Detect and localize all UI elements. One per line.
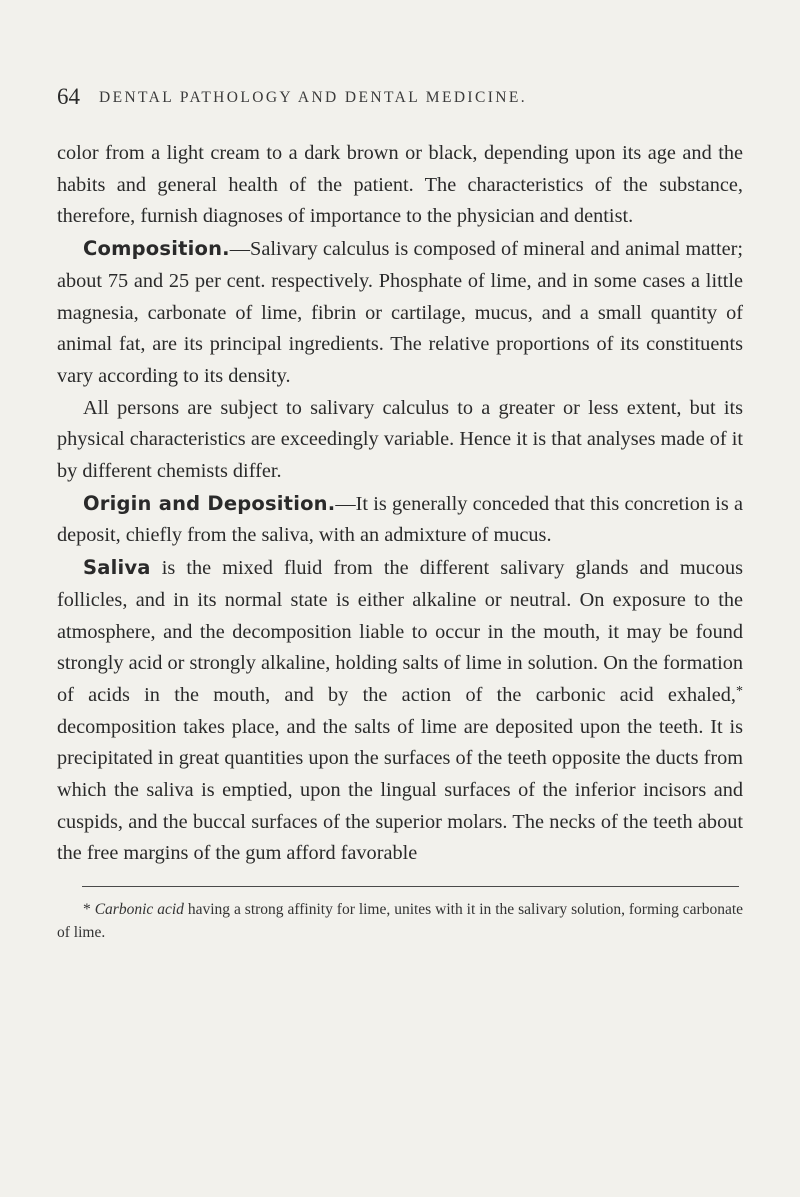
- paragraph-persons: [57, 393, 743, 488]
- paragraph-origin: [57, 488, 743, 552]
- footnote-text: having a strong affinity for lime, unites with it in the salivary solution, forming carbonate of lime.: [57, 901, 744, 941]
- footnote: [57, 898, 743, 944]
- page-number: 64: [57, 84, 80, 109]
- page-header: [57, 82, 747, 112]
- paragraph-text: All persons are subject to salivary calculus to a greater or less extent, but its physical characteristics are exceedingly variable. Hence it is that analyses made of it by different chemists differ.: [57, 396, 743, 483]
- paragraph-text: —Salivary calculus is composed of mineral and animal matter; about 75 and 25 per cent. respectively. Phosphate of lime, and in some cases a little magnesia, carbonate of lime, fibrin or cartilage, mucus, and a small quantity of animal fat, are its principal ingredients. The relative proportions of its constituents vary according to its density.: [57, 238, 743, 387]
- section-heading-saliva: Saliva: [83, 556, 151, 580]
- paragraph-continuation: [57, 138, 743, 233]
- paragraph-text: decomposition takes place, and the salts of lime are deposited upon the teeth. It is precipitated in great quantities upon the surfaces of the teeth opposite the ducts from which the saliva is emptied, upon the lingual surfaces of the inferior incisors and cuspids, and the buccal surfaces of the superior molars. The necks of the teeth about the free margins of the gum afford favorable: [57, 715, 743, 865]
- running-head: DENTAL PATHOLOGY AND DENTAL MEDICINE.: [99, 89, 528, 106]
- paragraph-text: color from a light cream to a dark brown or black, depending upon its age and the habits and general health of the patient. The characteristics of the substance, therefore, furnish diagnoses of importance to the physician and dentist.: [57, 142, 743, 228]
- paragraph-text: is the mixed fluid from the different salivary glands and mucous follicles, and in its normal state is either alkaline or neutral. On exposure to the atmosphere, and the decomposition liable to occur in the mouth, it may be found strongly acid or strongly alkaline, holding salts of lime in solution. On the formation of acids in the mouth, and by the action of the carbonic acid exhaled,: [57, 557, 743, 706]
- paragraph-text: —It is generally conceded that this concretion is a deposit, chiefly from the saliva, with an admixture of mucus.: [57, 492, 743, 547]
- body-text: [57, 138, 743, 870]
- footnote-divider: [82, 886, 739, 887]
- footnote-term: Carbonic acid: [94, 901, 184, 918]
- footnote-reference: *: [736, 683, 743, 699]
- paragraph-saliva: [57, 552, 743, 870]
- section-heading-composition: Composition.: [83, 237, 230, 261]
- footnote-mark: *: [83, 901, 91, 918]
- paragraph-composition: [57, 233, 743, 393]
- section-heading-origin: Origin and Deposition.: [83, 491, 336, 515]
